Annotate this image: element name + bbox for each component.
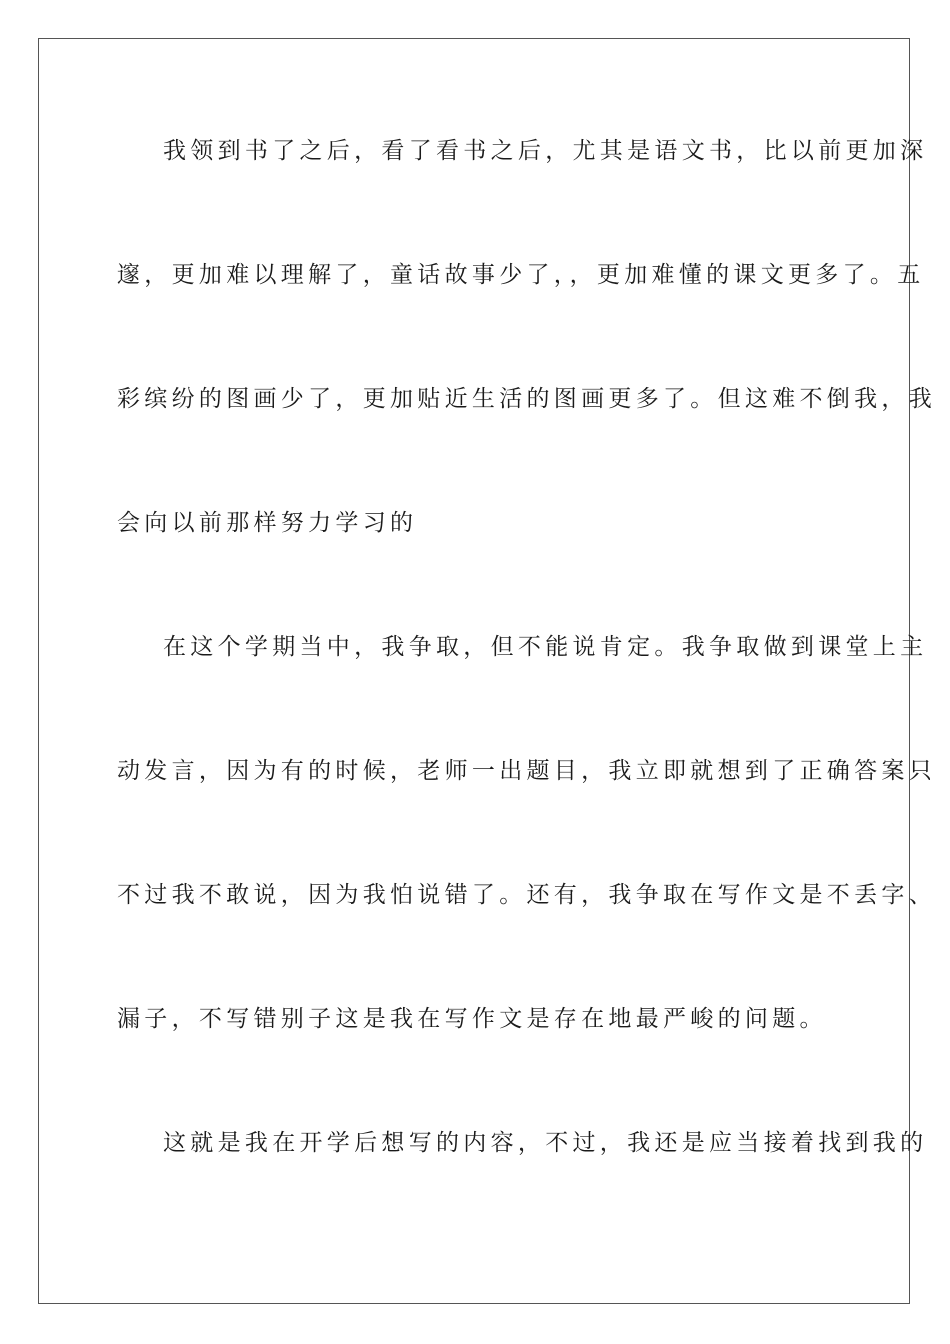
paragraph-line: 邃，更加难以理解了，童话故事少了，，更加难懂的课文更多了。五 bbox=[117, 262, 925, 288]
paragraph-line: 漏子，不写错别子这是我在写作文是存在地最严峻的问题。 bbox=[117, 1006, 827, 1032]
paragraph-line: 彩缤纷的图画少了，更加贴近生活的图画更多了。但这难不倒我，我 bbox=[117, 386, 936, 412]
paragraph-line: 我领到书了之后，看了看书之后，尤其是语文书，比以前更加深 bbox=[163, 138, 928, 164]
paragraph-line: 动发言，因为有的时候，老师一出题目，我立即就想到了正确答案只 bbox=[117, 758, 936, 784]
paragraph-line: 在这个学期当中，我争取，但不能说肯定。我争取做到课堂上主 bbox=[163, 634, 928, 660]
paragraph-line: 会向以前那样努力学习的 bbox=[117, 510, 418, 536]
page-border bbox=[38, 38, 936, 1304]
paragraph-line: 不过我不敢说，因为我怕说错了。还有，我争取在写作文是不丢字、 bbox=[117, 882, 936, 908]
paragraph-line: 这就是我在开学后想写的内容，不过，我还是应当接着找到我的 bbox=[163, 1130, 928, 1156]
